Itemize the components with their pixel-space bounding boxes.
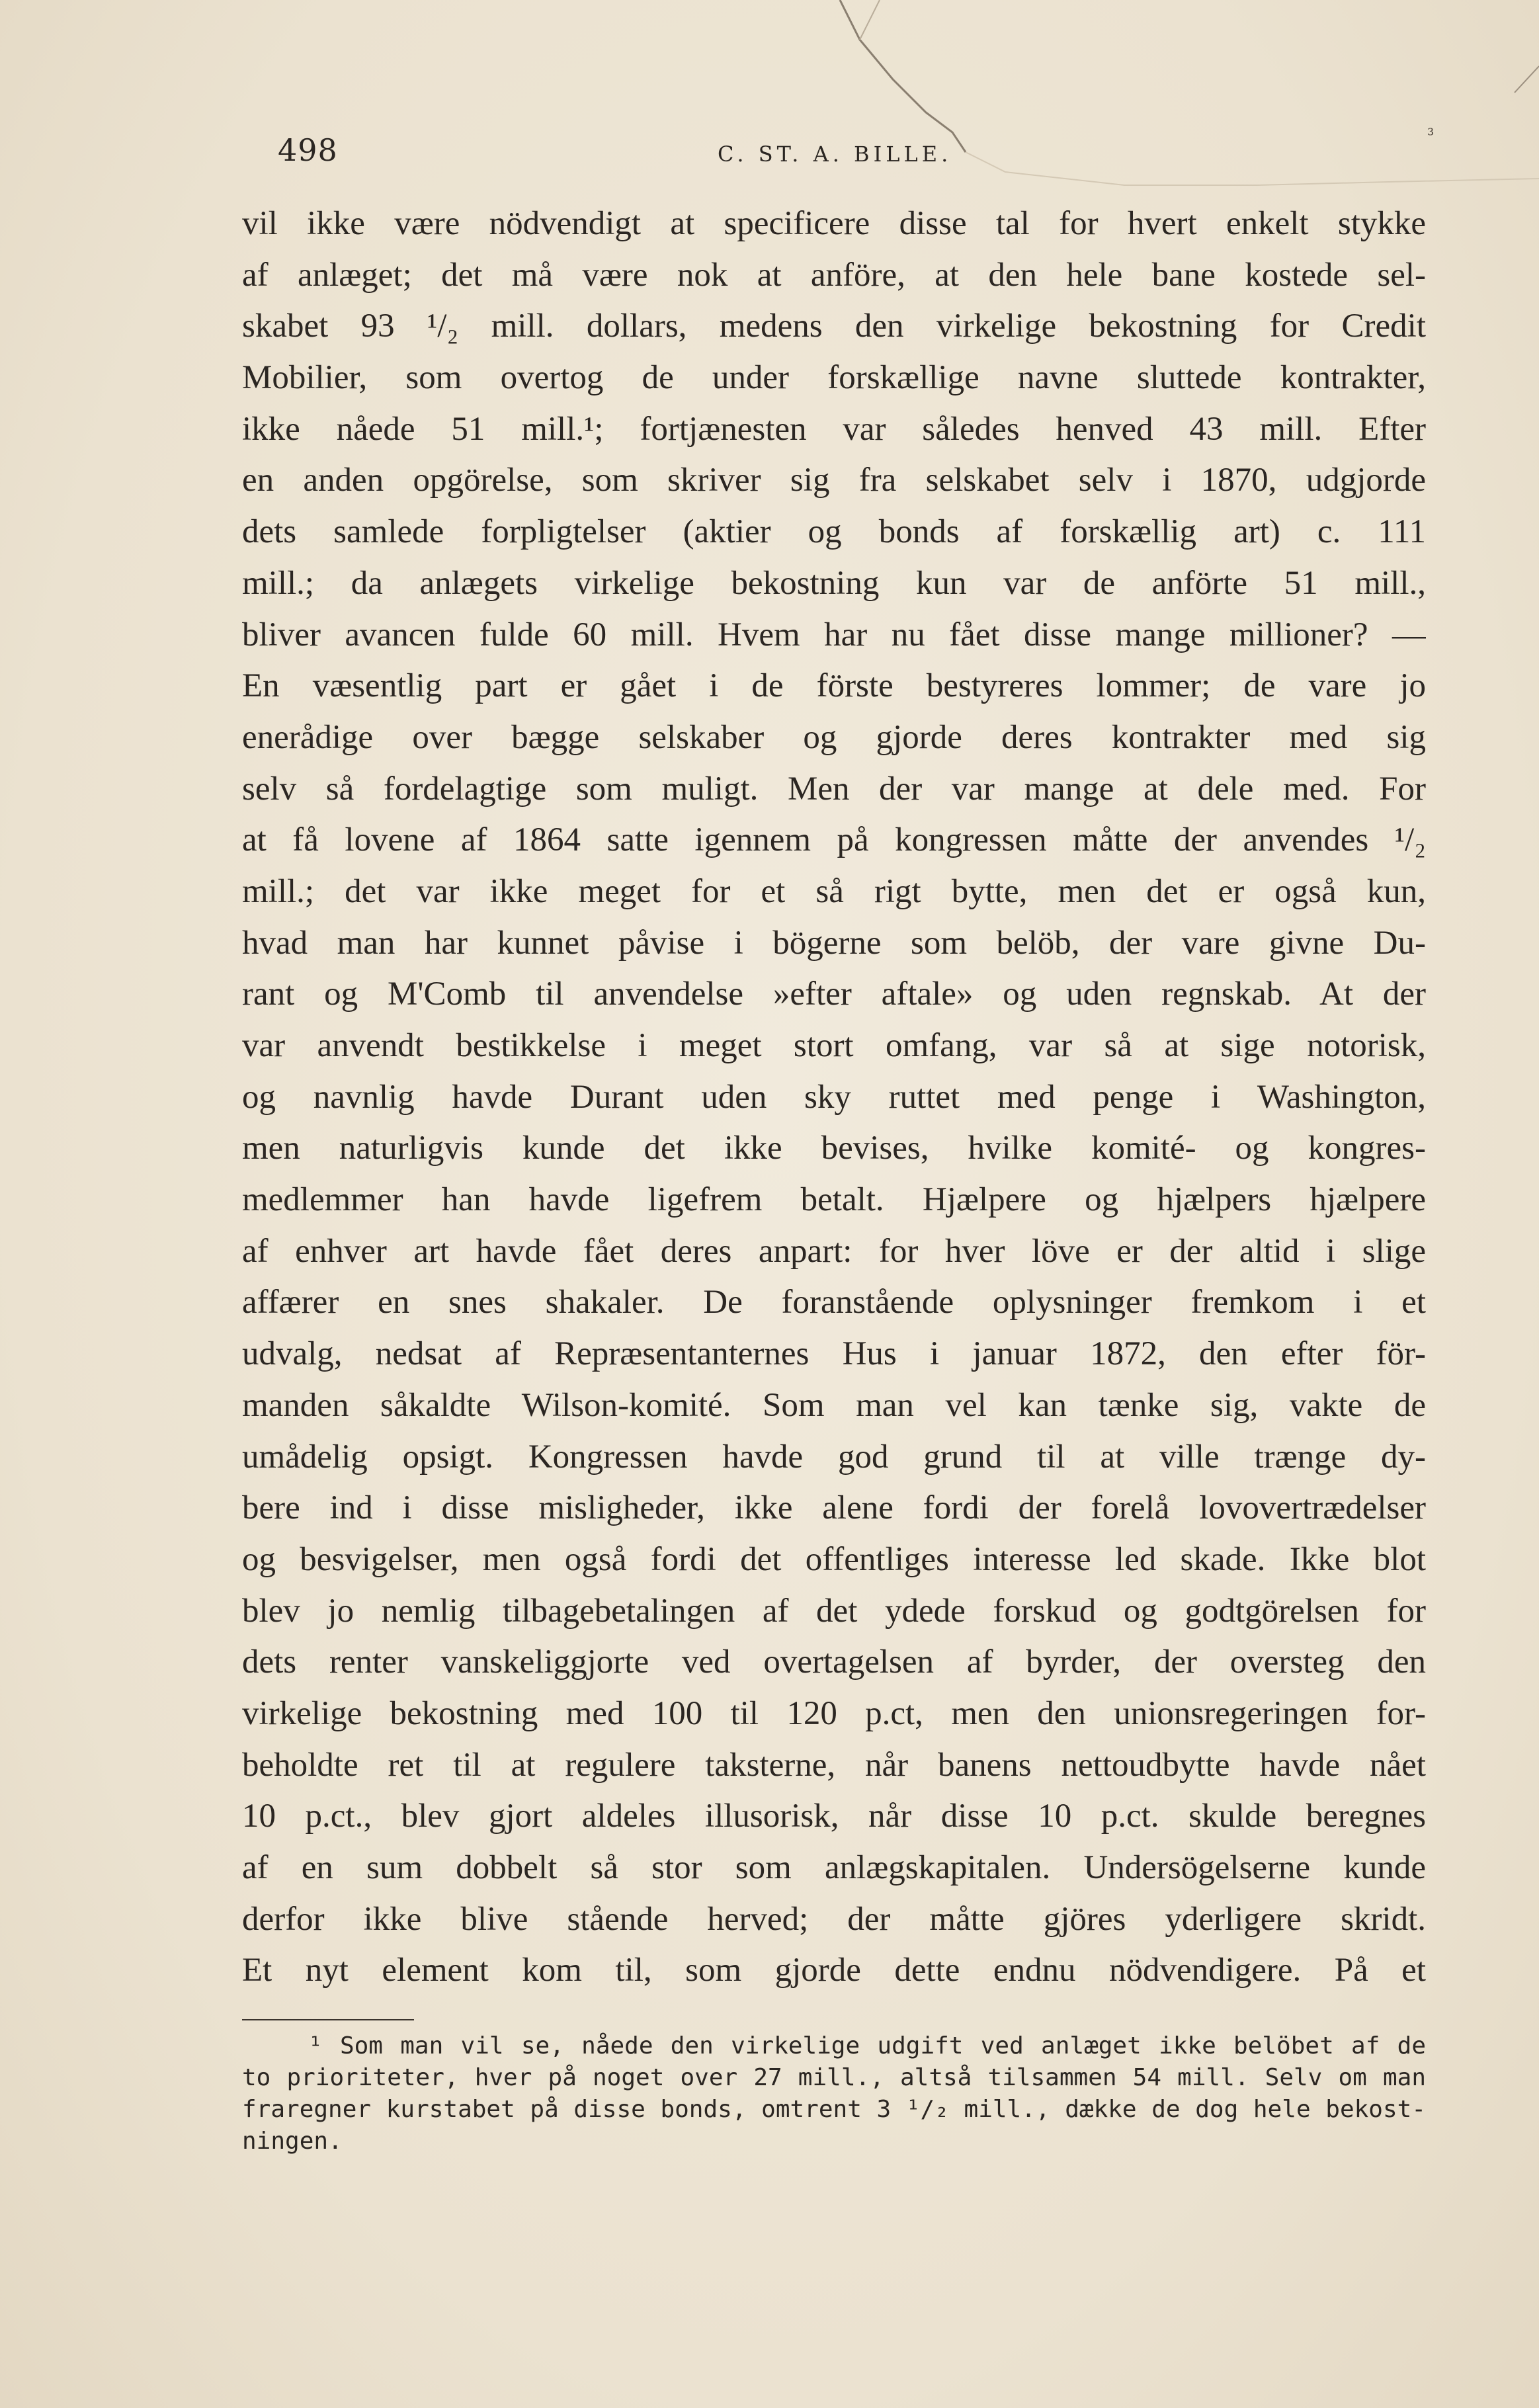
text-line: en anden opgörelse, som skriver sig fra selskabet selv i 1870, udgjorde: [242, 462, 1426, 499]
text-line: hvad man har kunnet påvise i bögerne som belöb, der vare givne Du-: [242, 924, 1426, 962]
footnote-line: to prioriteter, hver på noget over 27 mill., altså tilsammen 54 mill. Selv om man: [242, 2064, 1426, 2091]
text-line: En væsentlig part er gået i de förste bestyreres lommer; de vare jo: [242, 667, 1426, 705]
text-line: af anlæget; det må være nok at anföre, at den hele bane kostede sel-: [242, 256, 1426, 294]
page-number: 498: [278, 132, 338, 168]
footnote-line: ningen.: [242, 2128, 343, 2155]
text-line: affærer en snes shakaler. De foranstående oplysninger fremkom i et: [242, 1284, 1426, 1321]
text-line: medlemmer han havde ligefrem betalt. Hjælpere og hjælpers hjælpere: [242, 1181, 1426, 1219]
text-line: Et nyt element kom til, som gjorde dette endnu nödvendigere. På et: [242, 1952, 1426, 1989]
text-line: mill.; det var ikke meget for et så rigt bytte, men det er også kun,: [242, 872, 1426, 910]
text-line: enerådige over bægge selskaber og gjorde deres kontrakter med sig: [242, 718, 1426, 756]
text-line: bliver avancen fulde 60 mill. Hvem har nu fået disse mange millioner? —: [242, 616, 1426, 653]
footnotes: [242, 2030, 1426, 2157]
footnote-rule: [242, 2019, 414, 2020]
text-line: udvalg, nedsat af Repræsentanternes Hus i januar 1872, den efter för-: [242, 1335, 1426, 1373]
footnote-line: fraregner kurstabet på disse bonds, omtrent 3 ¹/₂ mill., dække de dog hele bekost-: [242, 2096, 1426, 2123]
body-text: [242, 198, 1426, 1997]
text-line: umådelig opsigt. Kongressen havde god grund til at ville trænge dy-: [242, 1438, 1426, 1475]
running-head: C. ST. A. BILLE.: [718, 142, 952, 167]
text-line: blev jo nemlig tilbagebetalingen af det ydede forskud og godtgörelsen for: [242, 1592, 1426, 1630]
text-line: af enhver art havde fået deres anpart: for hver löve er der altid i slige: [242, 1232, 1426, 1270]
text-line: manden såkaldte Wilson-komité. Som man vel kan tænke sig, vakte de: [242, 1386, 1426, 1424]
corner-mark: ³: [1427, 126, 1435, 145]
text-line: bere ind i disse misligheder, ikke alene fordi der forelå lovovertrædelser: [242, 1489, 1426, 1527]
text-line: selv så fordelagtige som muligt. Men der var mange at dele med. For: [242, 770, 1426, 808]
text-line: virkelige bekostning med 100 til 120 p.ct, men den unionsregeringen for-: [242, 1694, 1426, 1732]
text-line: dets samlede forpligtelser (aktier og bonds af forskællig art) c. 111: [242, 513, 1426, 551]
text-line: ikke nåede 51 mill.¹; fortjænesten var således henved 43 mill. Efter: [242, 410, 1426, 448]
text-line: men naturligvis kunde det ikke bevises, hvilke komité- og kongres-: [242, 1130, 1426, 1167]
text-line: rant og M'Comb til anvendelse »efter aftale» og uden regnskab. At der: [242, 976, 1426, 1013]
text-line: og navnlig havde Durant uden sky ruttet med penge i Washington,: [242, 1078, 1426, 1116]
footnote-line: ¹ Som man vil se, nåede den virkelige udgift ved anlæget ikke belöbet af de: [308, 2032, 1426, 2059]
text-line: vil ikke være nödvendigt at specificere disse tal for hvert enkelt stykke: [242, 205, 1426, 242]
text-line: at få lovene af 1864 satte igennem på kongressen måtte der anvendes ¹/₂: [242, 821, 1426, 859]
text-line: beholdte ret til at regulere taksterne, når banens nettoudbytte havde nået: [242, 1746, 1426, 1784]
text-line: Mobilier, som overtog de under forskællige navne sluttede kontrakter,: [242, 359, 1426, 397]
text-line: 10 p.ct., blev gjort aldeles illusorisk, når disse 10 p.ct. skulde beregnes: [242, 1798, 1426, 1835]
text-line: skabet 93 ¹/₂ mill. dollars, medens den virkelige bekostning for Credit: [242, 308, 1426, 345]
text-line: og besvigelser, men også fordi det offentliges interesse led skade. Ikke blot: [242, 1540, 1426, 1578]
text-line: mill.; da anlægets virkelige bekostning kun var de anförte 51 mill.,: [242, 564, 1426, 602]
text-line: derfor ikke blive stående herved; der måtte gjöres yderligere skridt.: [242, 1900, 1426, 1938]
text-line: af en sum dobbelt så stor som anlægskapitalen. Undersögelserne kunde: [242, 1849, 1426, 1886]
text-line: var anvendt bestikkelse i meget stort omfang, var så at sige notorisk,: [242, 1027, 1426, 1064]
text-line: dets renter vanskeliggjorte ved overtagelsen af byrder, der oversteg den: [242, 1643, 1426, 1681]
